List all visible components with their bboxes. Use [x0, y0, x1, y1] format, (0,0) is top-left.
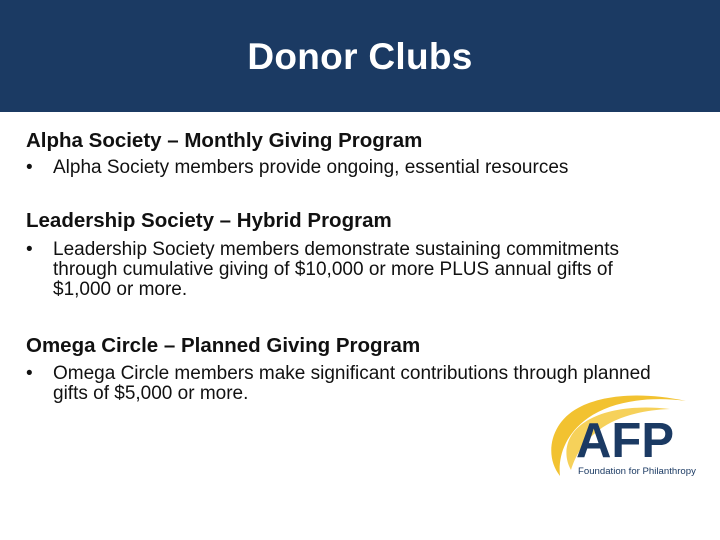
leadership-society-text: Leadership Society members demonstrate sustaining commitments through cumulative giving of $10,000 or more PLUS annual gifts of $1,000 or more.: [53, 239, 620, 300]
afp-logo-mark: AFP: [576, 414, 674, 468]
bullet-icon: •: [26, 239, 33, 260]
bullet-icon: •: [26, 363, 33, 384]
leadership-society-heading: Leadership Society – Hybrid Program: [26, 209, 392, 232]
slide-title: Donor Clubs: [247, 36, 473, 77]
omega-circle-heading: Omega Circle – Planned Giving Program: [26, 334, 421, 357]
omega-circle-text: Omega Circle members make significant contributions through planned gifts of $5,000 or more.: [53, 363, 651, 404]
alpha-society-text: Alpha Society members provide ongoing, essential resources: [53, 157, 569, 178]
afp-logo: [540, 388, 698, 494]
alpha-society-heading: Alpha Society – Monthly Giving Program: [26, 129, 423, 152]
bullet-icon: •: [26, 157, 33, 178]
afp-logo-label: Foundation for Philanthropy: [578, 466, 696, 477]
